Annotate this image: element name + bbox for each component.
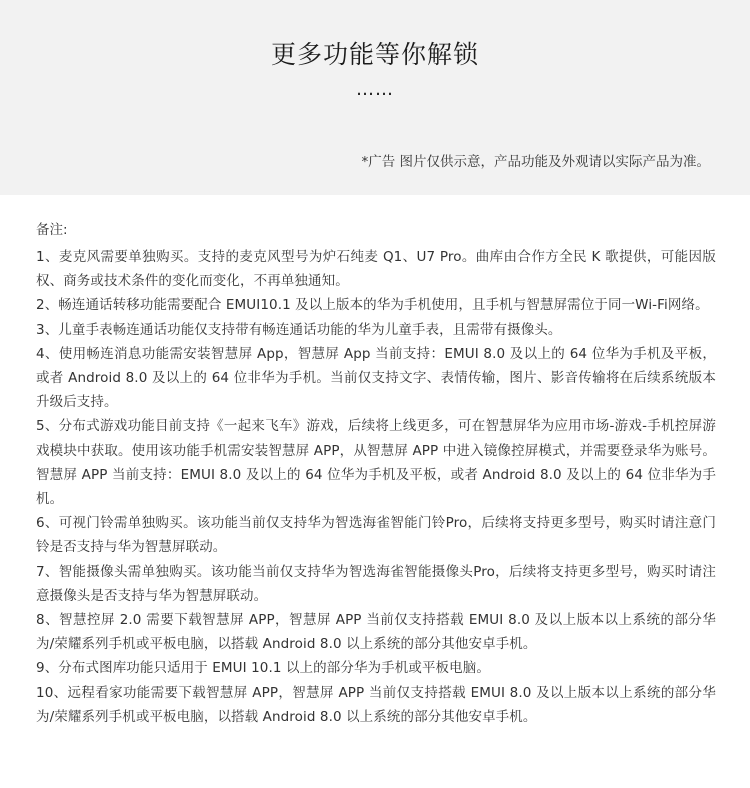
- note-item-6: 6、可视门铃需单独购买。该功能当前仅支持华为智选海雀智能门铃Pro，后续将支持更多型号，购买时请注意门铃是否支持与华为智慧屏联动。: [36, 515, 716, 556]
- title-ellipsis: ……: [356, 79, 394, 100]
- note-item-10: 10、远程看家功能需要下载智慧屏 APP，智慧屏 APP 当前仅支持搭载 EMUI 8.0 及以上版本以上系统的部分华为/荣耀系列手机或平板电脑，以搭载 Android 8.0 以上系统的部分其他安卓手机。: [36, 684, 716, 725]
- note-item-8: 8、智慧控屏 2.0 需要下载智慧屏 APP，智慧屏 APP 当前仅支持搭载 EMUI 8.0 及以上版本以上系统的部分华为/荣耀系列手机或平板电脑，以搭载 Android 8.0 以上系统的部分其他安卓手机。: [36, 612, 716, 653]
- notes-section: [36, 220, 716, 729]
- note-item-3: 3、儿童手表畅连通话功能仅支持带有畅连通话功能的华为儿童手表，且需带有摄像头。: [36, 321, 562, 338]
- note-item-2: 2、畅连通话转移功能需要配合 EMUI10.1 及以上版本的华为手机使用，且手机与智慧屏需位于同一Wi-Fi网络。: [36, 297, 709, 314]
- notes-title: 备注:: [36, 222, 68, 238]
- note-item-1: 1、麦克风需要单独购买。支持的麦克风型号为炉石纯麦 Q1、U7 Pro。曲库由合作方全民 K 歌提供，可能因版权、商务或技术条件的变化而变化，不再单独通知。: [36, 249, 716, 290]
- note-item-9: 9、分布式图库功能只适用于 EMUI 10.1 以上的部分华为手机或平板电脑。: [36, 660, 490, 677]
- page-title: 更多功能等你解锁: [270, 40, 479, 69]
- note-item-5: 5、分布式游戏功能目前支持《一起来飞车》游戏，后续将上线更多，可在智慧屏华为应用市场-游戏-手机控屏游戏模块中获取。使用该功能手机需安装智慧屏 APP，从智慧屏 APP 中进入镜像控屏模式，并需要登录华为账号。智慧屏 APP 当前支持：EMUI 8.0 及以上的 64 位华为手机及平板，或者 Android 8.0 及以上的 64 位非华为手机。: [36, 418, 716, 508]
- note-item-4: 4、使用畅连消息功能需安装智慧屏 App，智慧屏 App 当前支持：EMUI 8.0 及以上的 64 位华为手机及平板，或者 Android 8.0 及以上的 64 位非华为手机。当前仅支持文字、表情传输，图片、影音传输将在后续系统版本升级后支持。: [36, 345, 716, 411]
- note-item-7: 7、智能摄像头需单独购买。该功能当前仅支持华为智选海雀智能摄像头Pro，后续将支持更多型号，购买时请注意摄像头是否支持与华为智慧屏联动。: [36, 563, 716, 604]
- ad-disclaimer: *广告 图片仅供示意，产品功能及外观请以实际产品为准。: [361, 154, 710, 170]
- header-banner: [0, 0, 750, 195]
